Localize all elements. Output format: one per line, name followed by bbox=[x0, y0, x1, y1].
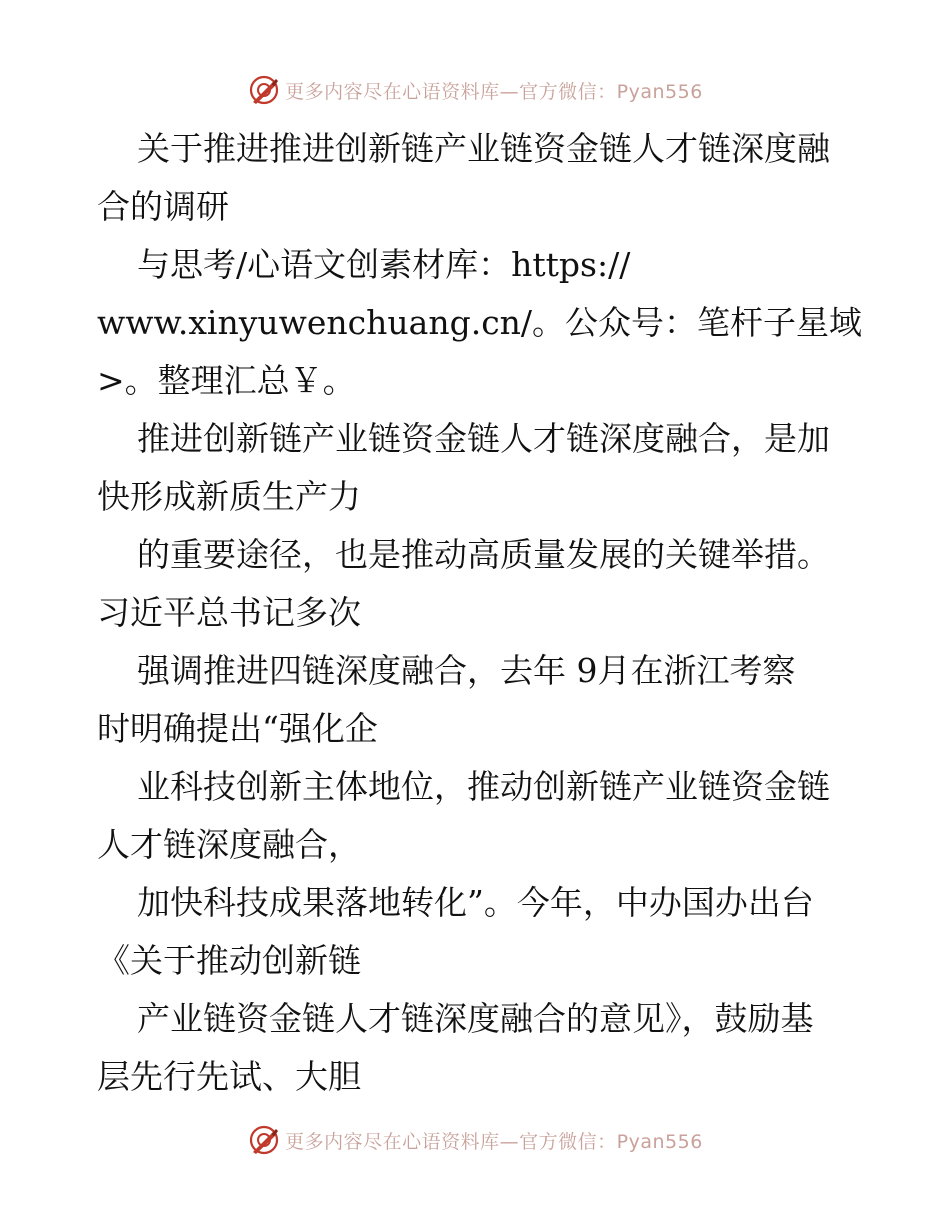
text-line: 关于推进推进创新链产业链资金链人才链深度融 bbox=[137, 129, 830, 168]
header-banner-text: 更多内容尽在心语资料库—官方微信：Pyan556 bbox=[285, 80, 703, 103]
text-line: 加快科技成果落地转化”。今年，中办国办出台 bbox=[137, 883, 814, 922]
text-line: 强调推进四链深度融合，去年 9月在浙江考察 bbox=[137, 651, 796, 690]
footer-banner-text: 更多内容尽在心语资料库—官方微信：Pyan556 bbox=[285, 1130, 703, 1153]
text-line: 时明确提出“强化企 bbox=[97, 709, 378, 748]
text-line: 的重要途径，也是推动高质量发展的关键举措。 bbox=[137, 535, 830, 574]
text-line: 人才链深度融合， bbox=[97, 825, 361, 864]
header-banner bbox=[0, 70, 950, 110]
text-line: 产业链资金链人才链深度融合的意见》，鼓励基 bbox=[137, 999, 814, 1038]
footer-banner bbox=[0, 1120, 950, 1160]
text-line: 与思考/心语文创素材库：https:// bbox=[137, 245, 631, 284]
text-line: 习近平总书记多次 bbox=[97, 593, 361, 632]
text-line: www.xinyuwenchuang.cn/。公众号：笔杆子星域 bbox=[97, 303, 863, 342]
text-line: 层先行先试、大胆 bbox=[97, 1057, 361, 1096]
text-line: >。整理汇总￥。 bbox=[97, 361, 356, 400]
text-line: 推进创新链产业链资金链人才链深度融合，是加 bbox=[137, 419, 830, 458]
document-body bbox=[97, 120, 863, 1106]
text-line: 业科技创新主体地位，推动创新链产业链资金链 bbox=[137, 767, 830, 806]
text-line: 合的调研 bbox=[97, 187, 229, 226]
pen-logo-icon bbox=[247, 73, 281, 107]
text-line: 快形成新质生产力 bbox=[97, 477, 361, 516]
pen-logo-icon bbox=[247, 1123, 281, 1157]
text-line: 《关于推动创新链 bbox=[97, 941, 361, 980]
